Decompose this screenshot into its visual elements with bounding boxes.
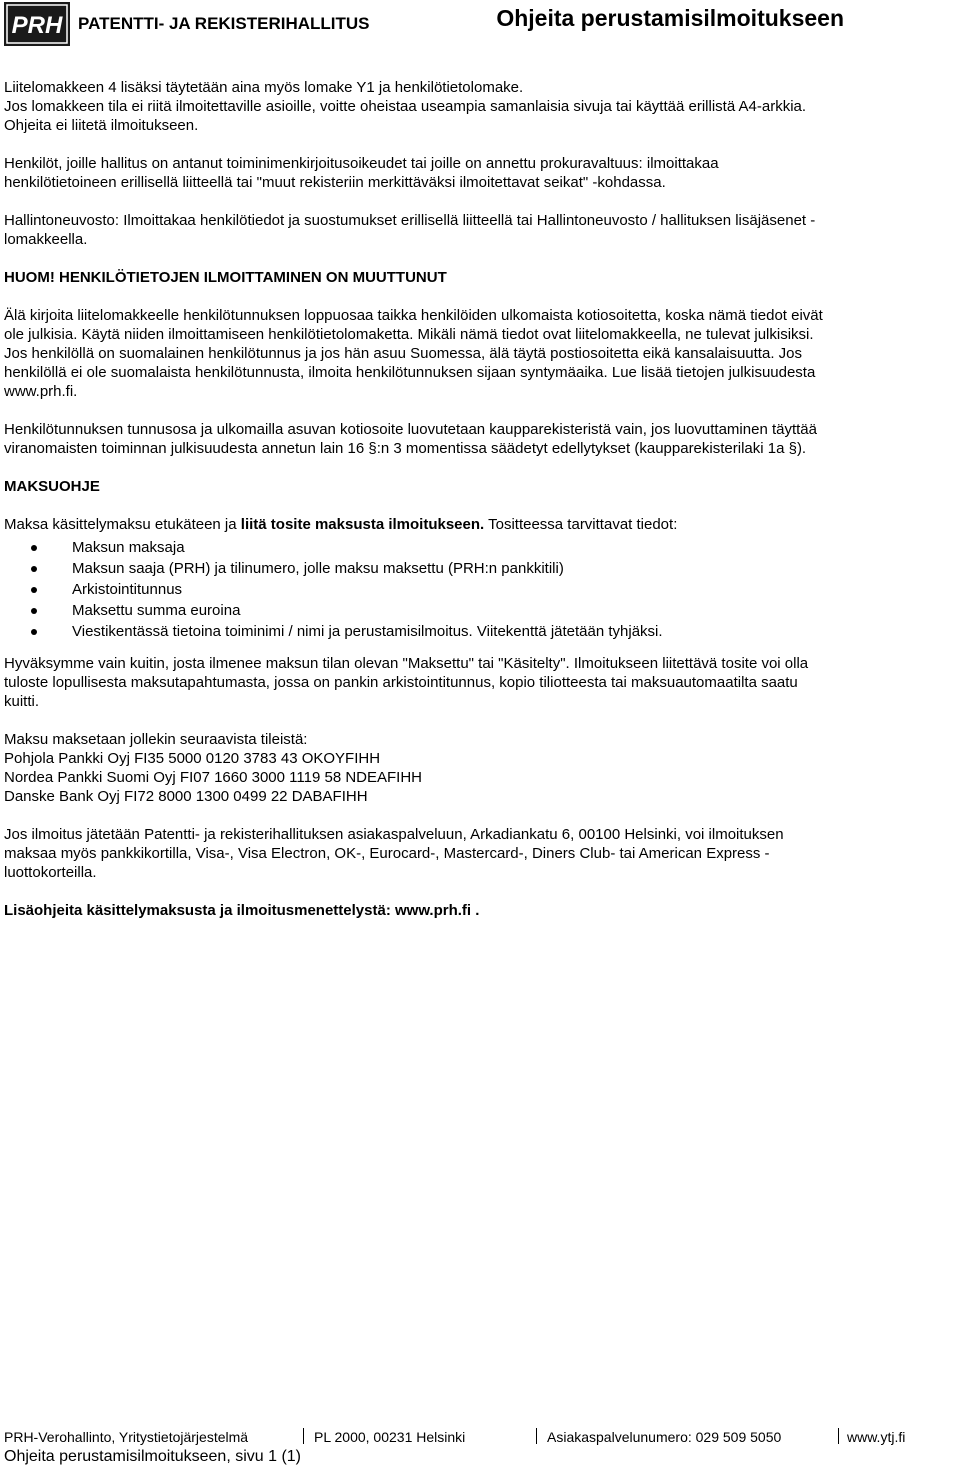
notice-heading: HUOM! HENKILÖTIETOJEN ILMOITTAMINEN ON MUUTTUNUT [4, 269, 447, 286]
notice-line: ole julkisia. Käytä niiden ilmoittamiseen henkilötietolomaketta. Mikäli nämä tiedot ovat liitelomakkeella, ne tulevat julkisiksi. [4, 326, 814, 343]
list-item: Viestikentässä tietoina toiminimi / nimi ja perustamisilmoitus. Viitekenttä jätetään tyhjäksi. [4, 621, 956, 642]
document-body [4, 78, 956, 920]
notice-line: Älä kirjoita liitelomakkeelle henkilötunnuksen loppuosaa taikka henkilöiden ulkomaista kotiosoitetta, koska nämä tiedot eivät [4, 307, 823, 324]
intro-line: Liitelomakkeen 4 lisäksi täytetään aina myös lomake Y1 ja henkilötietolomake. [4, 79, 524, 96]
card-payment-line: Jos ilmoitus jätetään Patentti- ja rekisterihallituksen asiakaspalveluun, Arkadiankatu 6, 00100 Helsinki, voi ilmoituksen [4, 826, 784, 843]
list-item: Maksun maksaja [4, 537, 956, 558]
footer-divider [303, 1428, 304, 1444]
payment-intro-text: Maksa käsittelymaksu etukäteen ja [4, 516, 241, 533]
footer-divider [536, 1428, 537, 1444]
payment-intro-text: Tositteessa tarvittavat tiedot: [484, 516, 678, 533]
intro-line: Jos lomakkeen tila ei riitä ilmoitettaville asioille, voitte oheistaa useampia samanlaisia sivuja tai käyttää erillistä A4-arkkia. [4, 98, 807, 115]
accounts-intro: Maksu maksetaan jollekin seuraavista tileistä: [4, 731, 308, 748]
persons-paragraph-line: henkilötietoineen erillisellä liitteellä tai "muut rekisteriin merkittäväksi ilmoitettavat seikat" -kohdassa. [4, 174, 666, 191]
prh-logo [4, 2, 70, 46]
disclosure-line: viranomaisten toiminnan julkisuudesta annetun lain 16 §:n 3 momentissa säädetyt edellytykset (kaupparekisterilaki 1a §). [4, 440, 807, 457]
intro-line: Ohjeita ei liitetä ilmoitukseen. [4, 117, 199, 134]
persons-paragraph-line: Henkilöt, joille hallitus on antanut toiminimenkirjoitusoikeudet tai joille on annettu prokuravaltuus: ilmoittakaa [4, 155, 719, 172]
receipt-line: Hyväksymme vain kuitin, josta ilmenee maksun tilan olevan "Maksettu" tai "Käsitelty". Ilmoitukseen liitettävä tosite voi olla [4, 655, 809, 672]
footer-address: PL 2000, 00231 Helsinki [314, 1429, 466, 1445]
notice-line: www.prh.fi. [4, 383, 78, 400]
supervisory-board-line: Hallintoneuvosto: Ilmoittakaa henkilötiedot ja suostumukset erillisellä liitteellä tai Hallintoneuvosto / hallituksen lisäjäsenet - [4, 212, 816, 229]
footer-organization: PRH-Verohallinto, Yritystietojärjestelmä [4, 1429, 249, 1445]
notice-line: henkilöllä ei ole suomalaista henkilötunnusta, ilmoita henkilötunnuksen sijaan syntymäaika. Lue lisää tietojen julkisuudesta [4, 364, 816, 381]
list-item: Maksettu summa euroina [4, 600, 956, 621]
bank-account: Danske Bank Oyj FI72 8000 1300 0499 22 DABAFIHH [4, 788, 368, 805]
organization-name: PATENTTI- JA REKISTERIHALLITUS [78, 14, 370, 33]
list-item: Arkistointitunnus [4, 579, 956, 600]
card-payment-line: maksaa myös pankkikortilla, Visa-, Visa Electron, OK-, Eurocard-, Mastercard-, Diners Club- tai American Express - [4, 845, 770, 862]
footer-page-label: Ohjeita perustamisilmoitukseen, sivu 1 (1) [4, 1448, 302, 1465]
page-footer [4, 1428, 956, 1467]
payment-details-list [4, 537, 956, 642]
card-payment-line: luottokorteilla. [4, 864, 97, 881]
footer-phone: Asiakaspalvelunumero: 029 509 5050 [547, 1429, 782, 1445]
receipt-line: tuloste lopullisesta maksutapahtumasta, jossa on pankin arkistointitunnus, kopio tiliotteesta tai maksuautomaatilta saatu [4, 674, 798, 691]
supervisory-board-line: lomakkeella. [4, 231, 88, 248]
bank-account: Nordea Pankki Suomi Oyj FI07 1660 3000 1119 58 NDEAFIHH [4, 769, 422, 786]
receipt-line: kuitti. [4, 693, 40, 710]
document-title: Ohjeita perustamisilmoitukseen [496, 5, 844, 31]
page-header [0, 0, 960, 52]
payment-heading: MAKSUOHJE [4, 478, 100, 495]
footer-website-link[interactable]: www.ytj.fi [847, 1429, 906, 1445]
logo-text: PRH [11, 12, 63, 39]
payment-intro-emphasis: liitä tosite maksusta ilmoitukseen. [240, 516, 485, 533]
footer-divider [838, 1428, 839, 1444]
notice-line: Jos henkilöllä on suomalainen henkilötunnus ja jos hän asuu Suomessa, älä täytä postiosoitetta eikä kansalaisuutta. Jos [4, 345, 802, 362]
payment-intro [4, 515, 956, 534]
footer-contact-row [4, 1428, 956, 1446]
more-info-link[interactable]: Lisäohjeita käsittelymaksusta ja ilmoitusmenettelystä: www.prh.fi . [4, 902, 480, 919]
list-item: Maksun saaja (PRH) ja tilinumero, jolle maksu maksettu (PRH:n pankkitili) [4, 558, 956, 579]
bank-account: Pohjola Pankki Oyj FI35 5000 0120 3783 43 OKOYFIHH [4, 750, 381, 767]
disclosure-line: Henkilötunnuksen tunnusosa ja ulkomailla asuvan kotiosoite luovutetaan kaupparekisteristä vain, jos luovuttaminen täyttää [4, 421, 817, 438]
